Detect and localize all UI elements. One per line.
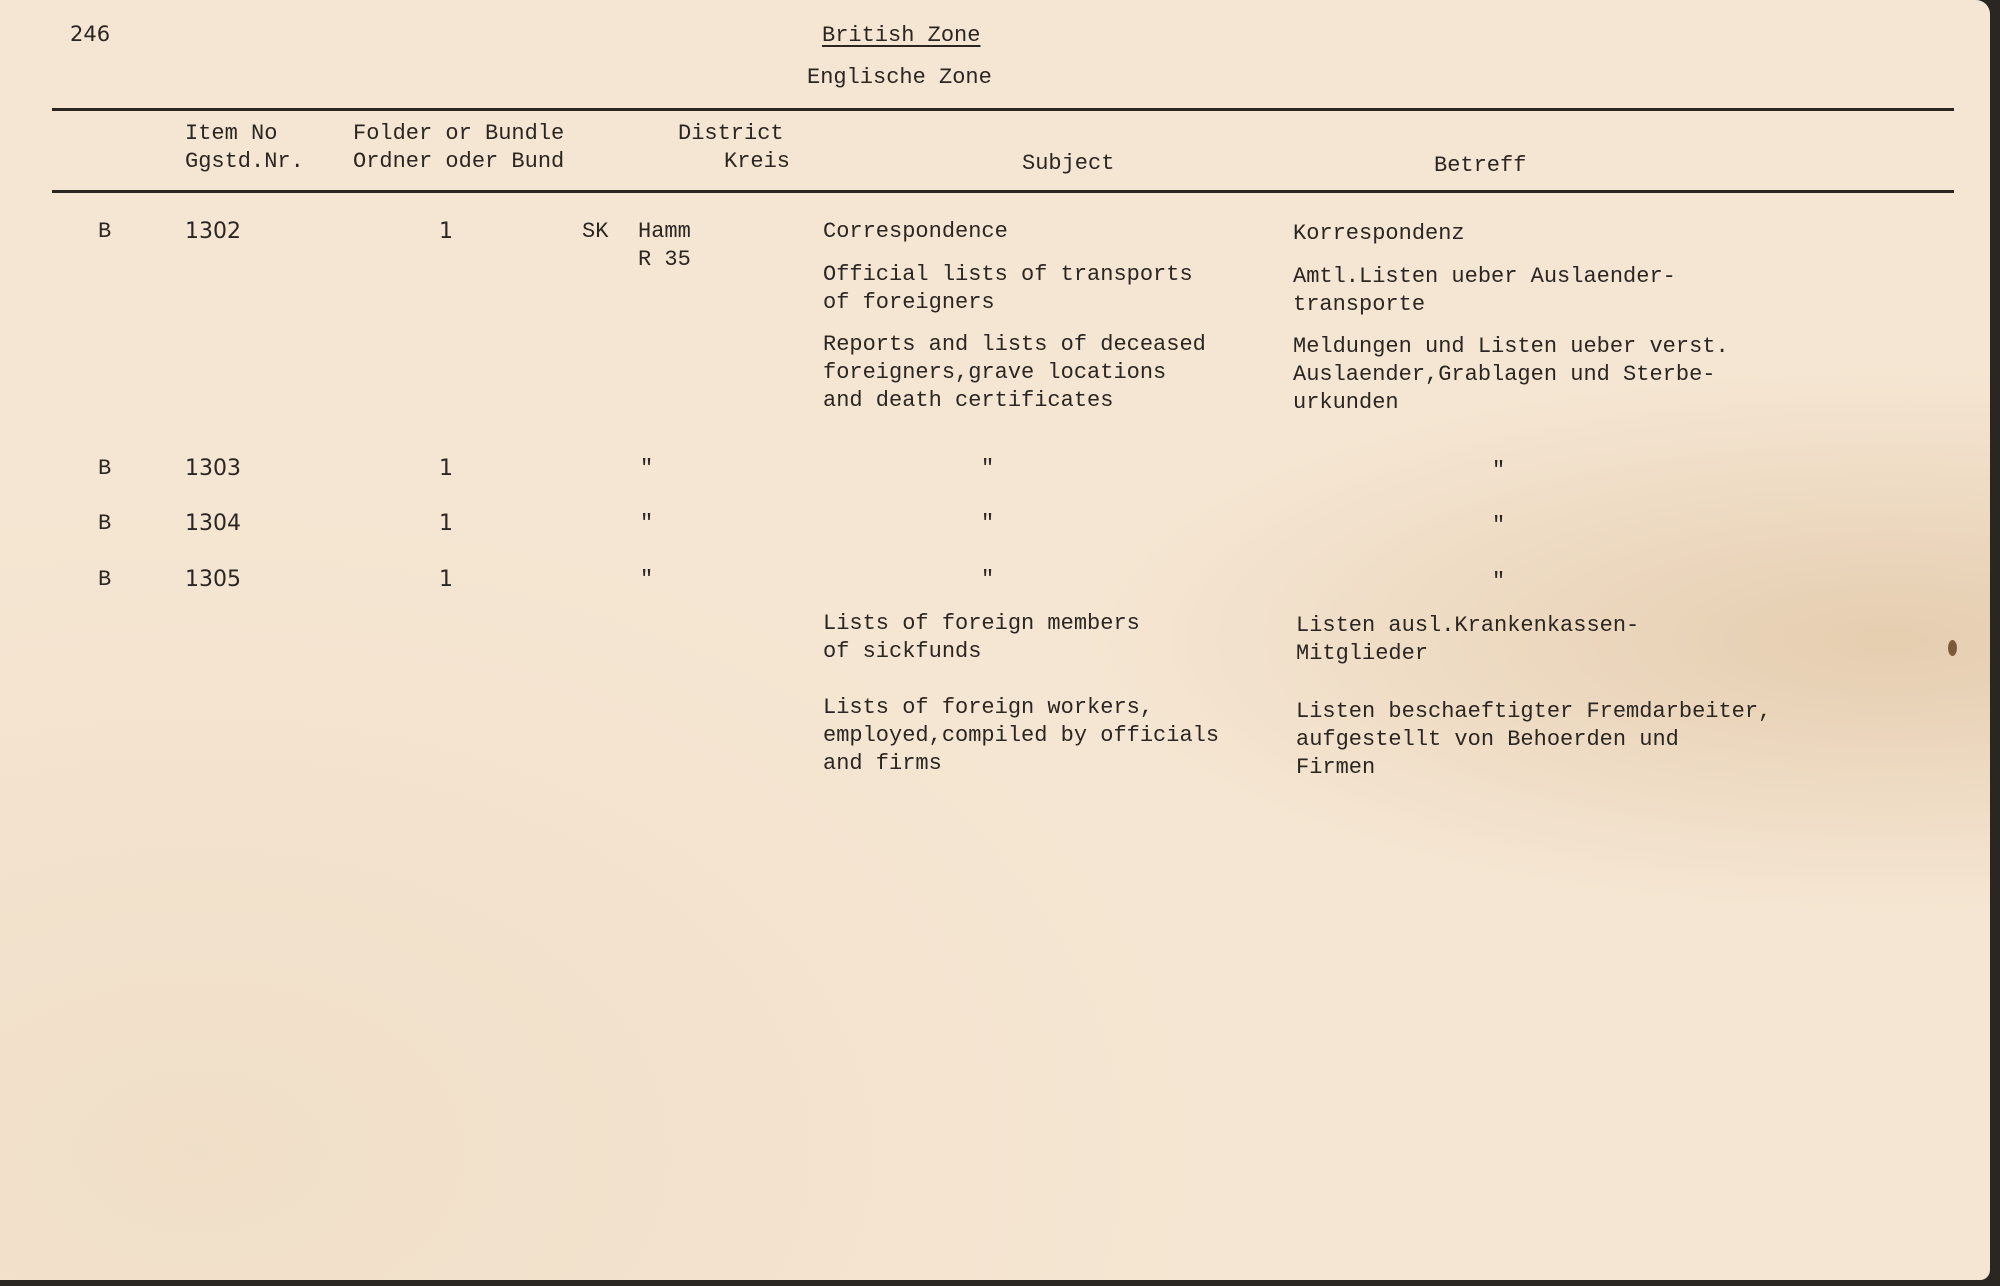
item-number: 1302	[185, 219, 241, 244]
folder-count: 1	[439, 511, 453, 536]
betreff-line: transporte	[1293, 292, 1426, 317]
page-title: British Zone	[822, 23, 981, 48]
district-code: R 35	[638, 247, 691, 272]
betreff-line: Meldungen und Listen ueber verst.	[1293, 334, 1729, 359]
betreff-line: Korrespondenz	[1293, 221, 1465, 246]
page-number: 246	[70, 22, 111, 46]
subject-line: employed,compiled by officials	[823, 723, 1220, 748]
header-folder-en: Folder or Bundle	[353, 121, 565, 146]
subject-line: Lists of foreign workers,	[823, 695, 1154, 720]
betreff-line: Listen ausl.Krankenkassen-	[1296, 613, 1640, 638]
header-subject: Subject	[1022, 151, 1115, 176]
folder-count: 1	[439, 456, 453, 481]
subject-line: foreigners,grave locations	[823, 360, 1167, 385]
ditto-mark: "	[640, 511, 654, 536]
betreff-line: Amtl.Listen ueber Auslaender-	[1293, 264, 1676, 289]
folder-count: 1	[439, 219, 453, 244]
header-district-en: District	[678, 121, 784, 146]
paper-stain	[1948, 640, 1957, 656]
betreff-line: Firmen	[1296, 755, 1376, 780]
ditto-mark: "	[1492, 569, 1506, 594]
ditto-mark: "	[1492, 458, 1506, 483]
subject-line: Official lists of transports	[823, 262, 1193, 287]
subject-line: of sickfunds	[823, 639, 982, 664]
subject-line: of foreigners	[823, 290, 995, 315]
subject-line: and firms	[823, 751, 942, 776]
header-item-no-de: Ggstd.Nr.	[185, 149, 304, 174]
ditto-mark: "	[640, 456, 654, 481]
district-prefix: SK	[582, 219, 609, 244]
row-letter: B	[98, 456, 112, 481]
page-subtitle: Englische Zone	[807, 65, 992, 90]
folder-count: 1	[439, 567, 453, 592]
betreff-line: aufgestellt von Behoerden und	[1296, 727, 1679, 752]
row-letter: B	[98, 511, 112, 536]
betreff-line: urkunden	[1293, 390, 1399, 415]
subject-line: Reports and lists of deceased	[823, 332, 1206, 357]
betreff-line: Mitglieder	[1296, 641, 1429, 666]
header-district-de: Kreis	[724, 149, 791, 174]
item-number: 1305	[185, 567, 241, 592]
ditto-mark: "	[981, 567, 995, 592]
header-folder-de: Ordner oder Bund	[353, 149, 565, 174]
subject-line: Correspondence	[823, 219, 1008, 244]
ditto-mark: "	[640, 567, 654, 592]
item-number: 1303	[185, 456, 241, 481]
district-name: Hamm	[638, 219, 691, 244]
row-letter: B	[98, 567, 112, 592]
subject-line: and death certificates	[823, 388, 1114, 413]
ditto-mark: "	[981, 456, 995, 481]
ditto-mark: "	[1492, 513, 1506, 538]
item-number: 1304	[185, 511, 241, 536]
ditto-mark: "	[981, 511, 995, 536]
subject-line: Lists of foreign members	[823, 611, 1140, 636]
row-letter: B	[98, 219, 112, 244]
betreff-line: Listen beschaeftigter Fremdarbeiter,	[1296, 699, 1772, 724]
header-betreff: Betreff	[1434, 153, 1527, 178]
header-item-no-en: Item No	[185, 121, 278, 146]
header-bottom-rule	[52, 190, 1954, 193]
betreff-line: Auslaender,Grablagen und Sterbe-	[1293, 362, 1716, 387]
header-top-rule	[52, 108, 1954, 111]
